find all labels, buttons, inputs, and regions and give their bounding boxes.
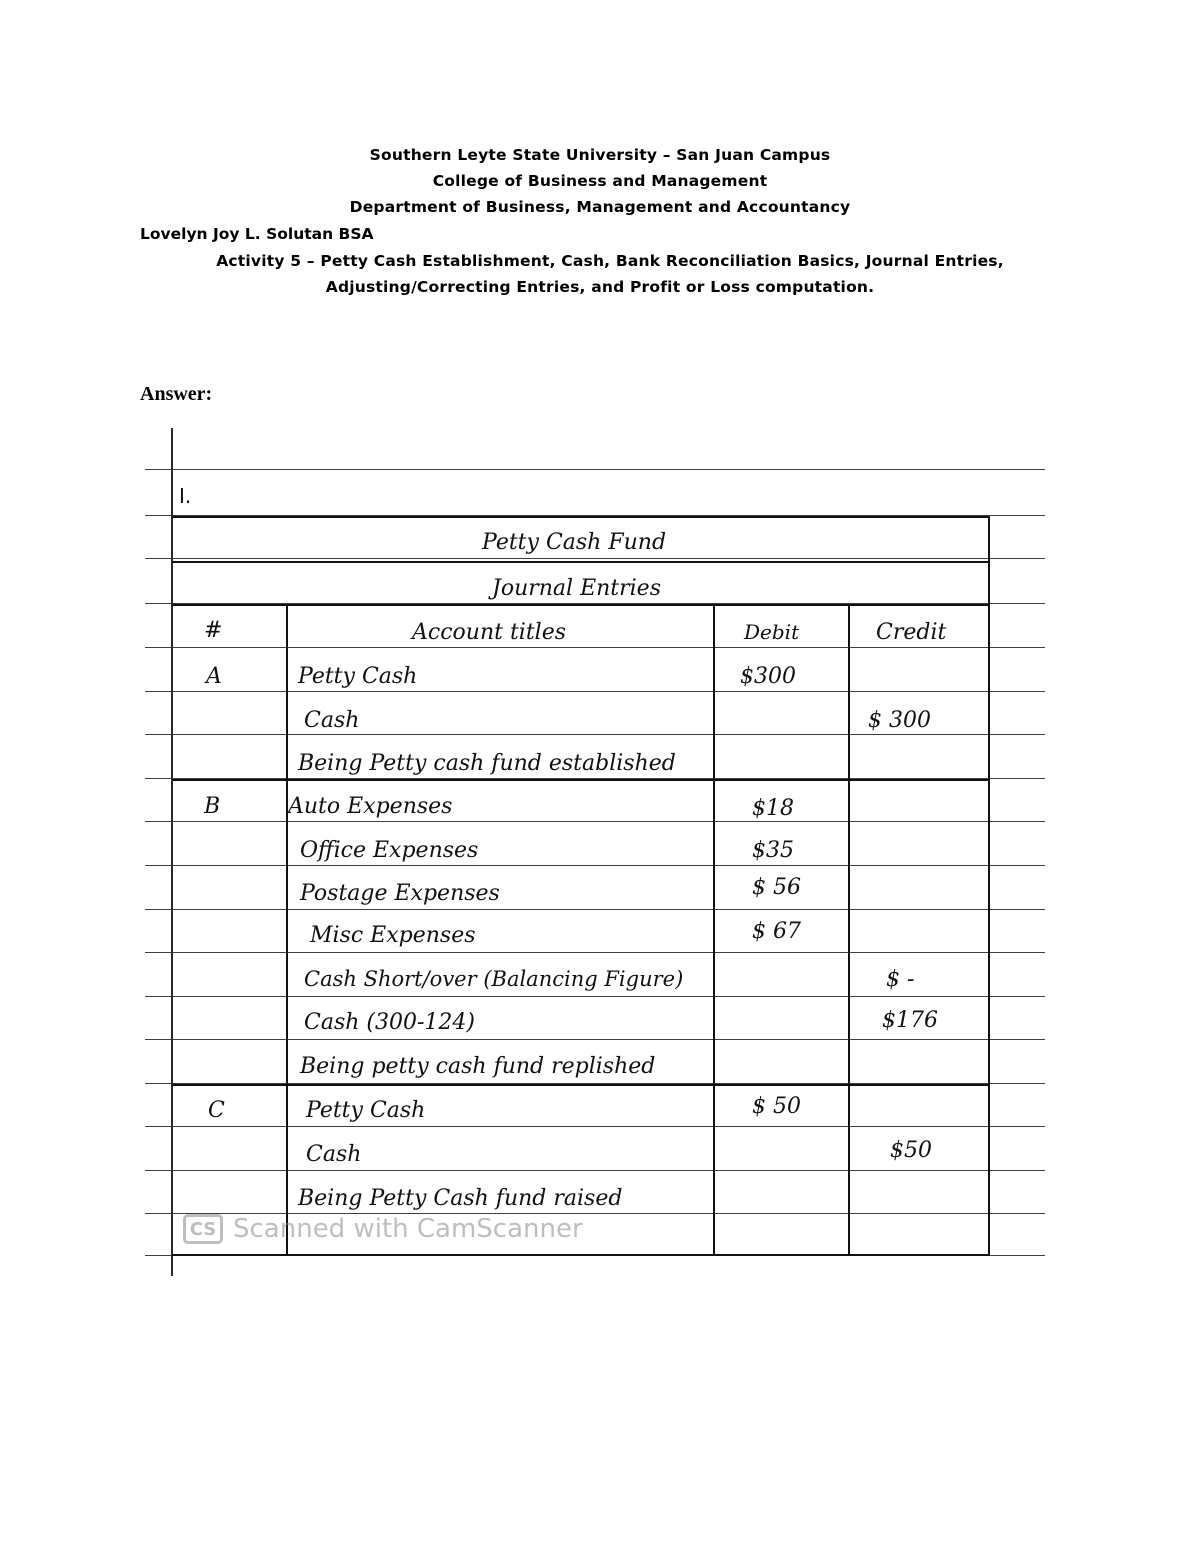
account-title: Petty Cash [298, 664, 418, 689]
account-title: Postage Expenses [300, 881, 500, 906]
column-divider [848, 604, 850, 1254]
debit-amount: $ 50 [752, 1094, 801, 1119]
entry-number: B [204, 794, 221, 819]
entry-narration: Being Petty cash fund established [298, 751, 676, 776]
column-divider [713, 604, 715, 1254]
entry-number: C [208, 1098, 225, 1123]
camscanner-logo-icon: CS [183, 1214, 223, 1244]
column-header-credit: Credit [876, 620, 947, 645]
debit-amount: $35 [752, 838, 794, 863]
entry-narration: Being Petty Cash fund raised [298, 1186, 623, 1211]
college-title: College of Business and Management [432, 172, 768, 190]
scanned-notebook-image [145, 428, 1045, 1278]
debit-amount: $ 67 [752, 919, 801, 944]
account-title: Office Expenses [300, 838, 479, 863]
column-header-number: # [204, 618, 223, 643]
account-title: Cash [304, 708, 360, 733]
entry-number: A [206, 664, 222, 689]
camscanner-watermark [183, 1214, 583, 1244]
account-title: Auto Expenses [288, 794, 453, 819]
ruled-line [145, 469, 1045, 470]
table-rule [172, 561, 988, 563]
debit-amount: $300 [740, 664, 796, 689]
journal-entries-table [172, 516, 990, 1256]
watermark-text: Scanned with CamScanner [233, 1214, 583, 1244]
section-divider [172, 779, 988, 781]
account-title: Cash [306, 1142, 362, 1167]
entry-narration: Being petty cash fund replished [300, 1054, 656, 1079]
item-number: I. [179, 484, 192, 508]
column-header-account-titles: Account titles [412, 620, 567, 645]
account-title: Misc Expenses [310, 923, 476, 948]
debit-amount: $18 [752, 796, 794, 821]
department-title: Department of Business, Management and Accountancy [349, 198, 851, 216]
account-title: Petty Cash [306, 1098, 426, 1123]
section-divider [172, 1084, 988, 1086]
credit-amount: $ - [886, 967, 915, 992]
university-title: Southern Leyte State University – San Juan Campus [369, 146, 831, 164]
column-divider [286, 604, 288, 1254]
student-name: Lovelyn Joy L. Solutan BSA [140, 225, 374, 243]
account-title: Cash (300-124) [304, 1010, 475, 1035]
credit-amount: $176 [882, 1008, 938, 1033]
credit-amount: $50 [890, 1138, 932, 1163]
activity-title-line1: Activity 5 – Petty Cash Establishment, Cash, Bank Reconciliation Basics, Journal Entries, [216, 252, 1004, 270]
column-header-debit: Debit [744, 620, 800, 644]
account-title: Cash Short/over (Balancing Figure) [304, 967, 684, 991]
answer-label: Answer: [140, 383, 213, 405]
table-title-petty-cash-fund: Petty Cash Fund [482, 530, 667, 555]
debit-amount: $ 56 [752, 875, 801, 900]
credit-amount: $ 300 [868, 708, 931, 733]
activity-title-line2: Adjusting/Correcting Entries, and Profit or Loss computation. [325, 278, 875, 296]
table-rule [172, 604, 988, 606]
table-title-journal-entries: Journal Entries [492, 576, 661, 601]
